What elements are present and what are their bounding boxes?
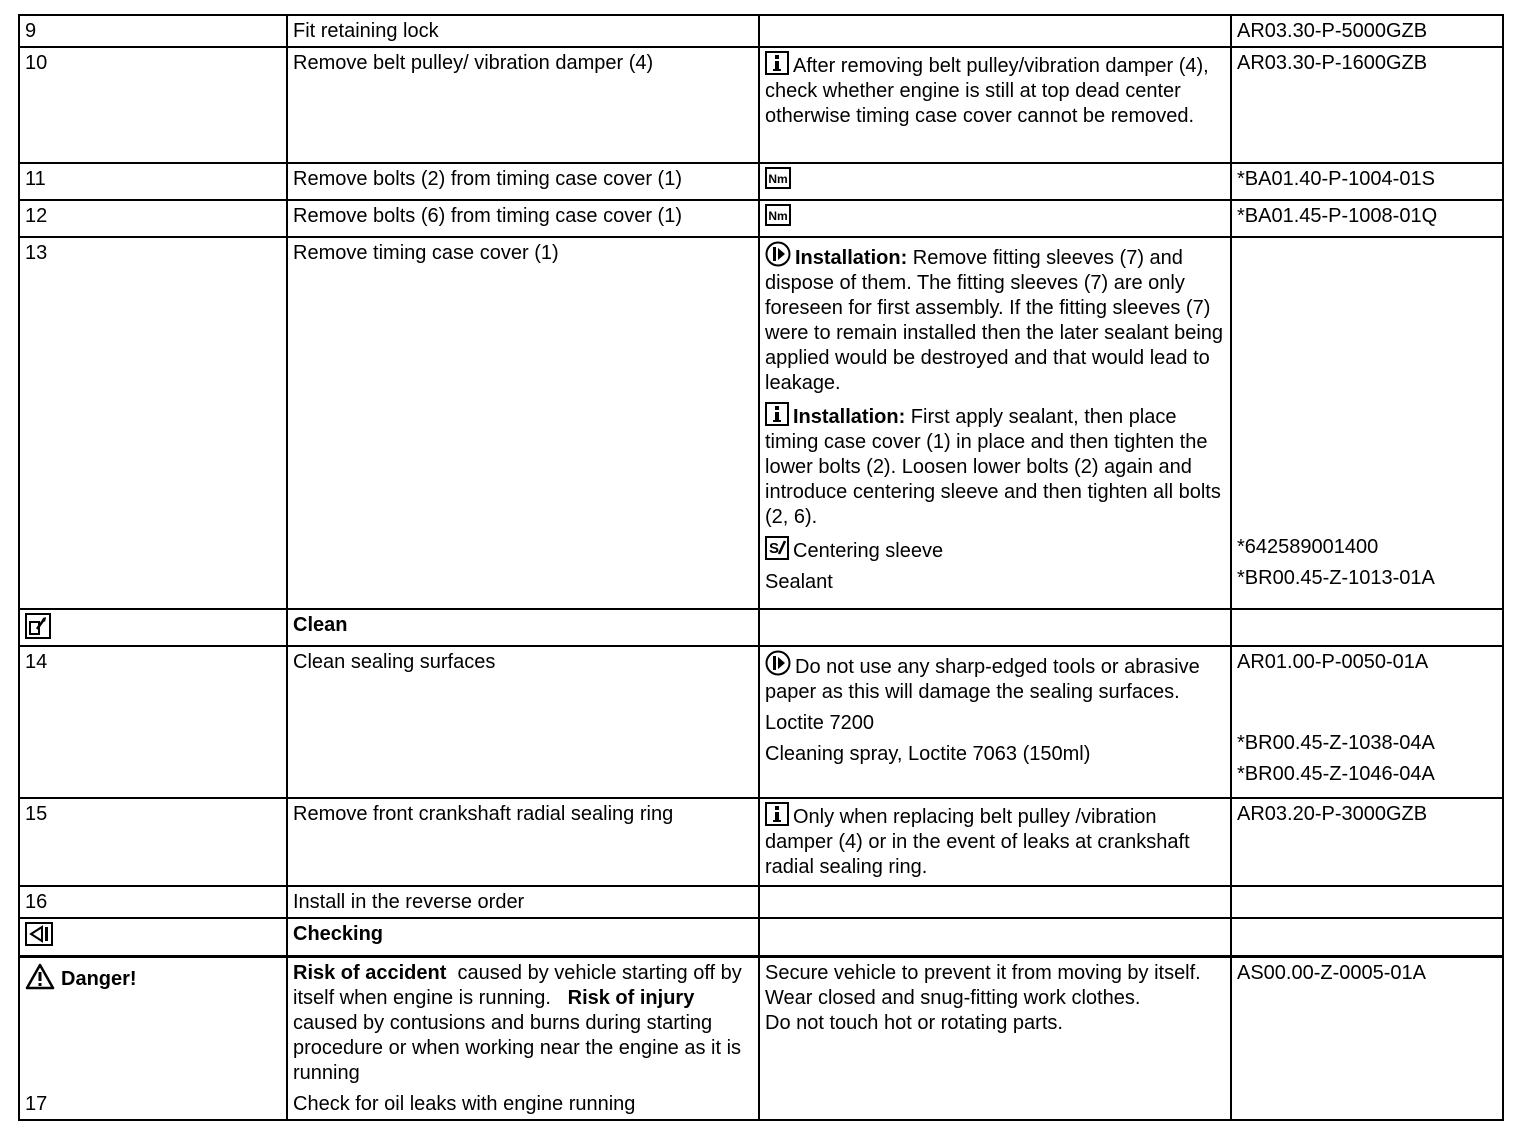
section-title: Checking xyxy=(293,923,384,945)
note-text: Do not use any sharp-edged tools or abrasive paper as this will damage the sealing surfaces. xyxy=(765,656,1200,703)
step-text xyxy=(287,163,759,200)
step-text xyxy=(293,1092,753,1117)
nm-torque-icon[interactable] xyxy=(765,204,791,226)
step-reference xyxy=(1231,15,1503,47)
section-title-cell xyxy=(287,918,759,956)
section-header-clean xyxy=(19,609,1503,646)
note-text: Only when replacing belt pulley /vibration damper (4) or in the event of leaks at crankshaft radial sealing ring. xyxy=(765,806,1190,878)
material-label: Loctite 7200 xyxy=(765,712,874,734)
step-note xyxy=(759,798,1231,886)
danger-cell xyxy=(19,956,287,1120)
svg-text:S: S xyxy=(768,540,780,557)
step-number-text: 13 xyxy=(25,242,48,264)
step-number xyxy=(19,798,287,886)
table-row xyxy=(19,798,1503,886)
step-number-text: 11 xyxy=(25,168,46,190)
table-row xyxy=(19,15,1503,47)
step-text-value: Remove belt pulley/ vibration damper (4) xyxy=(293,52,654,74)
installation-note-icon xyxy=(765,650,791,676)
step-text-value: Clean sealing surfaces xyxy=(293,651,496,673)
installation-note xyxy=(765,241,1225,396)
installation-info-note xyxy=(765,402,1225,530)
step-number xyxy=(19,646,287,798)
table-row xyxy=(19,237,1503,609)
empty-cell xyxy=(759,886,1231,918)
risk-text: caused by contusions and burns during starting procedure or when working near the engine as it is running xyxy=(293,1011,742,1084)
step-note xyxy=(759,15,1231,47)
empty-cell xyxy=(759,609,1231,646)
note-text: Remove fitting sleeves (7) and dispose of them. The fitting sleeves (7) are only foreseen for first assembly. If the fitting sleeves (7) were to remain installed then the later sealant being applied would be destroyed and that would lead to leakage. xyxy=(765,247,1224,394)
risk-text: caused by vehicle starting off by itself when engine is running. xyxy=(293,961,742,1009)
step-text-value: Remove bolts (6) from timing case cover (1) xyxy=(293,205,683,227)
material-line xyxy=(765,742,1225,767)
step-number xyxy=(19,200,287,237)
reference-link[interactable]: AR03.20-P-3000GZB xyxy=(1237,803,1428,825)
danger-split xyxy=(25,961,281,1117)
safety-measures-cell xyxy=(759,956,1231,1120)
safety-measure: Do not touch hot or rotating parts. xyxy=(765,1011,1063,1034)
installation-note-icon xyxy=(765,241,791,267)
danger-text: Danger! xyxy=(61,968,137,990)
step-text xyxy=(287,646,759,798)
step-text xyxy=(287,798,759,886)
table-row xyxy=(19,886,1503,918)
section-title: Clean xyxy=(293,614,348,636)
step-number-text: 14 xyxy=(25,651,48,673)
section-header-checking xyxy=(19,918,1503,956)
danger-row xyxy=(19,956,1503,1120)
caution-note xyxy=(765,650,1225,705)
tool-label: Centering sleeve xyxy=(793,540,944,562)
step-reference xyxy=(1231,646,1503,798)
special-tool-icon[interactable] xyxy=(765,536,789,560)
step-number xyxy=(19,163,287,200)
step-text-value: Remove bolts (2) from timing case cover (1) xyxy=(293,168,683,190)
step-text-value: Fit retaining lock xyxy=(293,20,439,42)
step-number-text: 16 xyxy=(25,891,48,913)
empty-cell xyxy=(759,918,1231,956)
step-text xyxy=(287,47,759,163)
reference-spacer xyxy=(1237,675,1497,731)
danger-description xyxy=(293,961,753,1086)
step-text-value: Remove front crankshaft radial sealing ring xyxy=(293,803,674,825)
step-number xyxy=(25,1092,281,1117)
reference-line xyxy=(1237,650,1497,675)
nm-torque-icon[interactable] xyxy=(765,167,791,189)
step-text-value: Check for oil leaks with engine running xyxy=(293,1092,636,1115)
step-note xyxy=(759,47,1231,163)
section-icon-cell xyxy=(19,918,287,956)
reference-line xyxy=(1237,762,1497,787)
reference-link[interactable]: *642589001400 xyxy=(1237,536,1379,558)
procedure-table xyxy=(18,14,1504,1121)
step-reference xyxy=(1231,798,1503,886)
material-line xyxy=(765,570,1225,595)
risk-heading: Risk of accident xyxy=(293,961,447,984)
info-icon xyxy=(765,802,789,826)
material-line xyxy=(765,711,1225,736)
step-text-value: Install in the reverse order xyxy=(293,891,525,913)
safety-measure: Secure vehicle to prevent it from moving by itself. xyxy=(765,961,1201,984)
step-note xyxy=(759,163,1231,200)
note-text: First apply sealant, then place timing case cover (1) in place and then tighten the lower bolts (2). Loosen lower bolts (2) again and introduce centering sleeve and then tighten all bolts (2, 6). xyxy=(765,406,1221,528)
step-text xyxy=(287,200,759,237)
svg-text:Nm: Nm xyxy=(768,209,788,223)
reference-link[interactable]: *BA01.45-P-1008-01Q xyxy=(1237,205,1438,227)
material-label: Cleaning spray, Loctite 7063 (150ml) xyxy=(765,743,1091,765)
danger-label xyxy=(25,963,281,997)
warning-triangle-icon xyxy=(25,963,55,997)
step-number-text: 10 xyxy=(25,52,48,74)
step-note xyxy=(759,200,1231,237)
step-number-text: 9 xyxy=(25,20,37,42)
svg-text:Nm: Nm xyxy=(768,172,788,186)
step-note xyxy=(759,237,1231,609)
note-heading: Installation: xyxy=(793,406,906,428)
tool-reference xyxy=(1237,535,1497,560)
special-tool-line xyxy=(765,536,1225,564)
material-label: Sealant xyxy=(765,571,833,593)
info-icon xyxy=(765,402,789,426)
info-icon xyxy=(765,51,789,75)
table-row xyxy=(19,646,1503,798)
reference-spacer xyxy=(1237,241,1497,535)
note-heading: Installation: xyxy=(795,247,908,269)
reference-link[interactable]: AR01.00-P-0050-01A xyxy=(1237,651,1429,673)
step-number xyxy=(19,237,287,609)
danger-split xyxy=(293,961,753,1117)
step-number xyxy=(19,15,287,47)
reference-link[interactable]: *BR00.45-Z-1013-01A xyxy=(1237,567,1435,589)
step-text xyxy=(287,886,759,918)
step-reference xyxy=(1231,956,1503,1120)
danger-description-cell xyxy=(287,956,759,1120)
step-note xyxy=(759,646,1231,798)
table-row xyxy=(19,200,1503,237)
table-row xyxy=(19,47,1503,163)
reference-link[interactable]: *BR00.45-Z-1046-04A xyxy=(1237,763,1435,785)
step-number xyxy=(19,886,287,918)
empty-cell xyxy=(1231,609,1503,646)
section-icon-cell xyxy=(19,609,287,646)
note-text: After removing belt pulley/vibration damper (4), check whether engine is still at top dead center otherwise timing case cover cannot be removed. xyxy=(765,55,1209,127)
step-reference xyxy=(1231,200,1503,237)
checking-icon xyxy=(25,922,53,946)
step-number-text: 15 xyxy=(25,803,48,825)
table-row xyxy=(19,163,1503,200)
reference-link[interactable]: AS00.00-Z-0005-01A xyxy=(1237,961,1427,984)
reference-link[interactable]: AR03.30-P-5000GZB xyxy=(1237,20,1428,42)
empty-cell xyxy=(1231,918,1503,956)
reference-link[interactable]: AR03.30-P-1600GZB xyxy=(1237,52,1428,74)
step-text xyxy=(287,237,759,609)
step-number-text: 17 xyxy=(25,1092,48,1115)
risk-heading: Risk of injury xyxy=(567,986,695,1009)
step-reference xyxy=(1231,163,1503,200)
safety-measure: Wear closed and snug-fitting work clothes. xyxy=(765,986,1141,1009)
step-number xyxy=(19,47,287,163)
clean-icon xyxy=(25,613,51,639)
material-reference xyxy=(1237,566,1497,591)
step-text xyxy=(287,15,759,47)
empty-cell xyxy=(1231,886,1503,918)
step-number-text: 12 xyxy=(25,205,48,227)
step-reference xyxy=(1231,47,1503,163)
section-title-cell xyxy=(287,609,759,646)
reference-line xyxy=(1237,731,1497,756)
reference-link[interactable]: *BA01.40-P-1004-01S xyxy=(1237,168,1435,190)
step-reference xyxy=(1231,237,1503,609)
step-text-value: Remove timing case cover (1) xyxy=(293,242,559,264)
procedure-page xyxy=(18,14,1502,1121)
reference-link[interactable]: *BR00.45-Z-1038-04A xyxy=(1237,732,1435,754)
